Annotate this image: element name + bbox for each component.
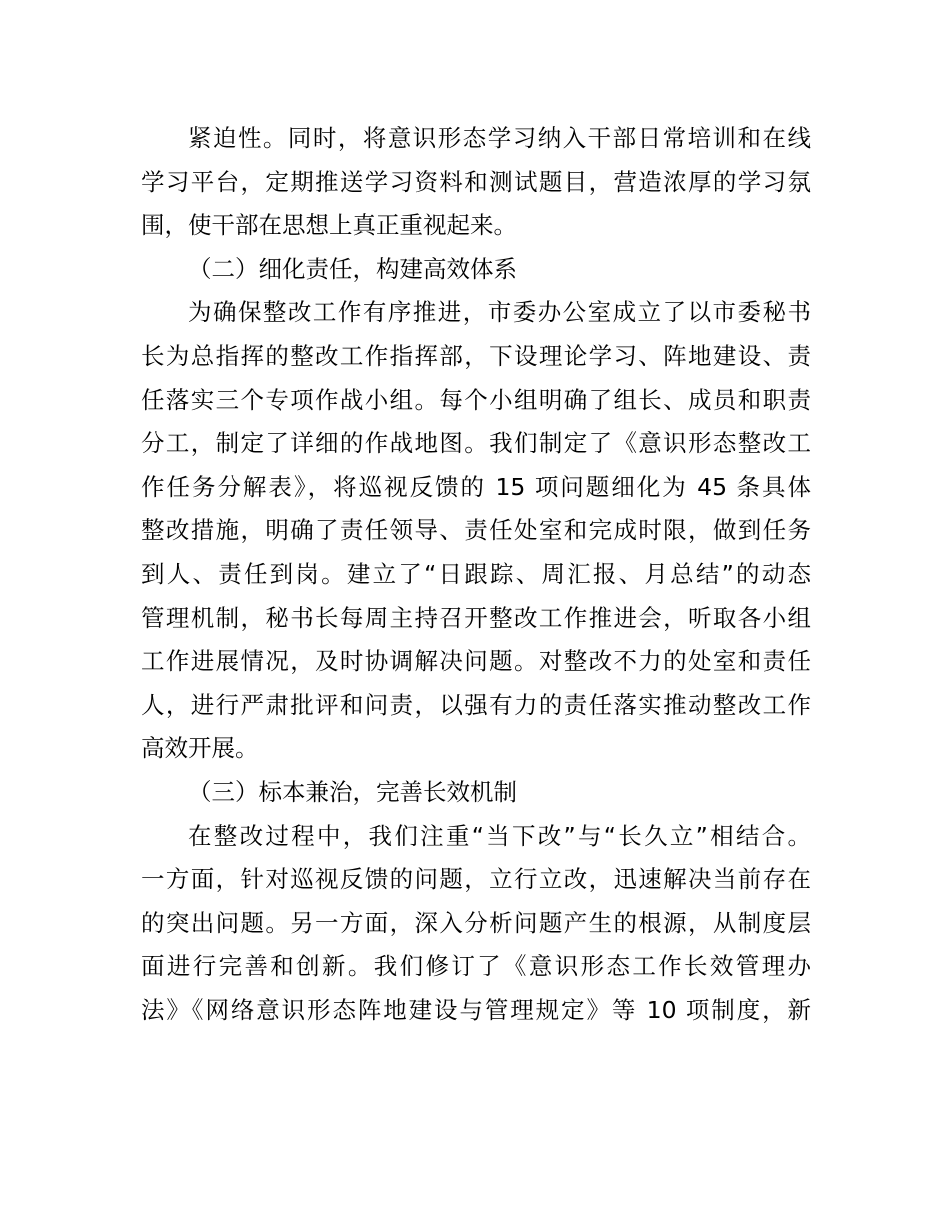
- text-line: 整改措施，明确了责任领导、责任处室和完成时限，做到任务: [141, 516, 811, 545]
- section-heading-text: （二）细化责任，构建高效体系: [188, 254, 517, 283]
- text-line: 任落实三个专项作战小组。每个小组明确了组长、成员和职责: [141, 385, 811, 414]
- paragraph-section-2: [141, 291, 811, 771]
- text-line: 法》《网络意识形态阵地建设与管理规定》等 10 项制度，新: [141, 995, 811, 1024]
- document-body: [141, 117, 811, 1032]
- text-line: 管理机制，秘书长每周主持召开整改工作推进会，听取各小组: [141, 603, 811, 632]
- text-line: 一方面，针对巡视反馈的问题，立行立改，迅速解决当前存在: [141, 865, 811, 894]
- text-line: 人，进行严肃批评和问责，以强有力的责任落实推动整改工作: [141, 690, 811, 719]
- text-line: 的突出问题。另一方面，深入分析问题产生的根源，从制度层: [141, 908, 811, 937]
- text-line: 工作进展情况，及时协调解决问题。对整改不力的处室和责任: [141, 647, 811, 676]
- text-line: 分工，制定了详细的作战地图。我们制定了《意识形态整改工: [141, 429, 811, 458]
- text-line: 长为总指挥的整改工作指挥部，下设理论学习、阵地建设、责: [141, 341, 811, 370]
- section-heading-2: [141, 248, 811, 292]
- text-line: 紧迫性。同时，将意识形态学习纳入干部日常培训和在线: [188, 124, 811, 152]
- text-line: 学习平台，定期推送学习资料和测试题目，营造浓厚的学习氛: [141, 167, 811, 196]
- text-line: 高效开展。: [141, 734, 259, 763]
- text-line: 作任务分解表》，将巡视反馈的 15 项问题细化为 45 条具体: [141, 472, 811, 501]
- text-line: 面进行完善和创新。我们修订了《意识形态工作长效管理办: [141, 952, 811, 981]
- text-line: 围，使干部在思想上真正重视起来。: [141, 211, 517, 240]
- text-line: 在整改过程中，我们注重“当下改”与“长久立”相结合。: [188, 821, 811, 850]
- paragraph-section-3: [141, 815, 811, 1033]
- section-heading-3: [141, 771, 811, 815]
- text-line: 到人、责任到岗。建立了“日跟踪、周汇报、月总结”的动态: [141, 559, 811, 588]
- paragraph-continuation: [141, 117, 811, 248]
- section-heading-text: （三）标本兼治，完善长效机制: [188, 777, 517, 806]
- text-line: 为确保整改工作有序推进，市委办公室成立了以市委秘书: [188, 298, 811, 327]
